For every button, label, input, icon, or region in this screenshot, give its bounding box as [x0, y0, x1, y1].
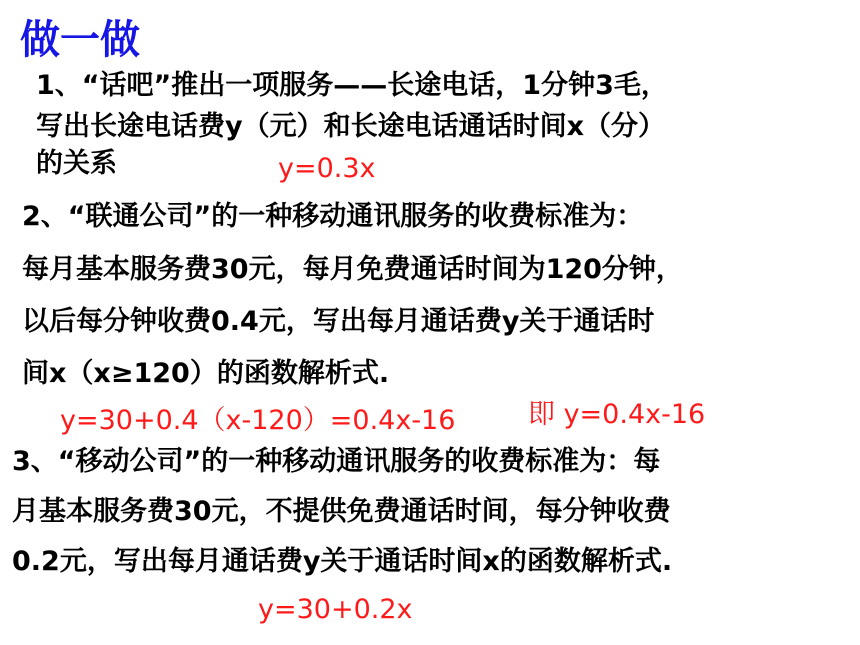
q2-line-3: 以后每分钟收费0.4元，写出每月通话费y关于通话时	[22, 306, 655, 337]
q2-line-4: 间x（x≥120）的函数解析式.	[22, 358, 390, 389]
q1-line-1: 1、“话吧”推出一项服务——长途电话，1分钟3毛，	[36, 70, 668, 101]
q2-line-2: 每月基本服务费30元，每月免费通话时间为120分钟，	[22, 254, 683, 285]
q3-answer: y=30+0.2x	[258, 594, 413, 625]
q3-line-2: 月基本服务费30元，不提供免费通话时间，每分钟收费	[12, 496, 671, 527]
q3-line-1: 3、“移动公司”的一种移动通讯服务的收费标准为：每	[12, 446, 661, 477]
q2-line-1: 2、“联通公司”的一种移动通讯服务的收费标准为：	[22, 201, 644, 232]
q1-line-3: 的关系	[36, 148, 117, 179]
q2-answer-simplified: 即 y=0.4x-16	[528, 399, 706, 430]
q1-line-2: 写出长途电话费y（元）和长途电话通话时间x（分）	[36, 111, 666, 142]
slide-title: 做一做	[20, 17, 140, 63]
q2-answer: y=30+0.4（x-120）=0.4x-16	[60, 405, 456, 436]
q1-answer: y=0.3x	[278, 153, 376, 184]
q3-line-3: 0.2元，写出每月通话费y关于通话时间x的函数解析式.	[12, 546, 673, 577]
